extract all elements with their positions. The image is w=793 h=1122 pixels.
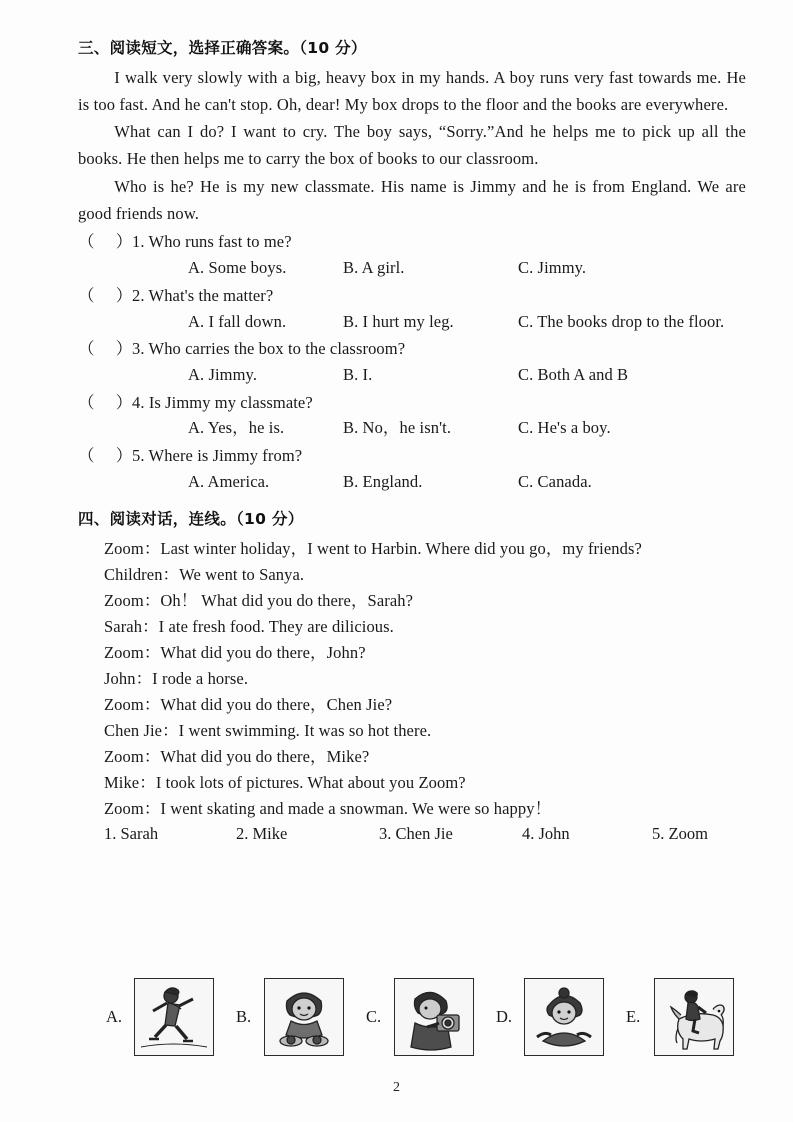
picture-option-a[interactable] (106, 978, 214, 1056)
question-5-stem (78, 443, 746, 469)
boy-riding-horse-icon (654, 978, 734, 1056)
picture-label-d: D. (496, 1007, 513, 1026)
matching-pictures-row (78, 978, 746, 1064)
dialogue-line: Zoom：What did you do there，Chen Jie? (104, 695, 393, 715)
dialogue-line: Children：We went to Sanya. (104, 564, 305, 584)
page-content (78, 36, 746, 844)
dialogue-line: Zoom：I went skating and made a snowman. We were so happy！ (104, 799, 552, 819)
dialogue-line: Zoom：Last winter holiday，I went to Harbin. Where did you go，my friends? (104, 538, 642, 558)
question-5-option-c[interactable]: C. Canada. (518, 471, 592, 491)
match-name-4[interactable]: 4. John (522, 824, 570, 844)
picture-label-a: A. (106, 1007, 123, 1026)
question-3-number: 3. (132, 339, 145, 359)
question-4-option-c[interactable]: C. He's a boy. (518, 418, 611, 438)
question-1-option-c[interactable]: C. Jimmy. (518, 258, 587, 278)
match-name-5[interactable]: 5. Zoom (652, 824, 708, 844)
question-1-option-a[interactable]: A. Some boys. (188, 258, 287, 278)
match-name-1[interactable]: 1. Sarah (104, 824, 159, 844)
answer-blank-4[interactable]: （ ） (78, 392, 133, 412)
dialogue-line: Mike：I took lots of pictures. What about you Zoom? (104, 773, 466, 793)
section-4-heading: 四、阅读对话，连线。（10 分） (78, 509, 304, 528)
matching-names-row (78, 824, 746, 844)
question-5-option-a[interactable]: A. America. (188, 471, 270, 491)
page-number: 2 (393, 1080, 400, 1095)
dialogue-line: Zoom：What did you do there，John? (104, 642, 366, 662)
picture-option-b[interactable] (236, 978, 344, 1056)
boy-with-camera-icon (394, 978, 474, 1056)
question-2-number: 2. (132, 285, 145, 305)
answer-blank-5[interactable]: （ ） (78, 446, 133, 466)
reading-paragraph-1: I walk very slowly with a big, heavy box in my hands. A boy runs very fast towards me. He is too fast. And he can't stop. Oh, dear! My box drops to the floor and the books are everywhere. (78, 68, 746, 114)
question-4-options (78, 415, 746, 441)
question-1-stem (78, 229, 746, 255)
reading-paragraph-2: What can I do? I want to cry. The boy says, “Sorry.”And he helps me to pick up all the books. He then helps me to carry the box of books to our classroom. (78, 122, 746, 169)
question-3 (78, 336, 746, 387)
question-3-option-b[interactable]: B. I. (343, 364, 373, 384)
dialogue-line: Zoom：Oh！ What did you do there，Sarah? (104, 590, 414, 610)
question-1-option-b[interactable]: B. A girl. (343, 258, 405, 278)
question-4 (78, 390, 746, 441)
question-2-stem (78, 283, 746, 309)
question-2-option-c[interactable]: C. The books drop to the floor. (518, 311, 725, 331)
section-3-heading: 三、阅读短文，选择正确答案。（10 分） (78, 39, 367, 57)
question-1-options (78, 255, 746, 281)
question-4-stem (78, 390, 746, 416)
ice-skater-icon (134, 978, 214, 1056)
question-2-option-a[interactable]: A. I fall down. (188, 311, 287, 331)
question-4-text: Is Jimmy my classmate? (148, 392, 313, 412)
match-name-3[interactable]: 3. Chen Jie (379, 824, 453, 844)
answer-blank-3[interactable]: （ ） (78, 339, 133, 359)
question-1-text: Who runs fast to me? (148, 232, 292, 252)
picture-option-c[interactable] (366, 978, 474, 1056)
question-5-option-b[interactable]: B. England. (343, 471, 423, 491)
picture-option-e[interactable] (626, 978, 734, 1056)
picture-label-b: B. (236, 1007, 252, 1026)
picture-option-d[interactable] (496, 978, 604, 1056)
question-4-number: 4. (132, 392, 145, 412)
answer-blank-1[interactable]: （ ） (78, 232, 133, 252)
girl-eating-food-icon (264, 978, 344, 1056)
question-5-text: Where is Jimmy from? (148, 446, 303, 466)
answer-blank-2[interactable]: （ ） (78, 285, 133, 305)
question-3-option-a[interactable]: A. Jimmy. (188, 364, 258, 384)
reading-paragraph-3: Who is he? He is my new classmate. His name is Jimmy and he is from England. We are good friends now. (78, 176, 746, 223)
question-5 (78, 443, 746, 494)
question-2-options (78, 309, 746, 335)
question-2-text: What's the matter? (148, 285, 274, 305)
question-5-options (78, 469, 746, 495)
question-3-option-c[interactable]: C. Both A and B (518, 364, 629, 384)
question-3-stem (78, 336, 746, 362)
dialogue-line: Zoom：What did you do there，Mike? (104, 747, 370, 767)
question-5-number: 5. (132, 446, 145, 466)
question-4-option-a[interactable]: A. Yes，he is. (188, 418, 285, 438)
girl-swimming-icon (524, 978, 604, 1056)
question-3-text: Who carries the box to the classroom? (148, 339, 406, 359)
question-4-option-b[interactable]: B. No，he isn't. (343, 418, 452, 438)
question-1-number: 1. (132, 232, 145, 252)
picture-label-e: E. (626, 1007, 641, 1026)
dialogue-line: Chen Jie：I went swimming. It was so hot there. (104, 721, 432, 741)
dialogue-line: Sarah：I ate fresh food. They are dilicious. (104, 616, 394, 636)
picture-label-c: C. (366, 1007, 382, 1026)
question-1 (78, 229, 746, 280)
question-3-options (78, 362, 746, 388)
question-2-option-b[interactable]: B. I hurt my leg. (343, 311, 454, 331)
match-name-2[interactable]: 2. Mike (236, 824, 288, 844)
dialogue-line: John：I rode a horse. (104, 668, 249, 688)
question-2 (78, 283, 746, 334)
